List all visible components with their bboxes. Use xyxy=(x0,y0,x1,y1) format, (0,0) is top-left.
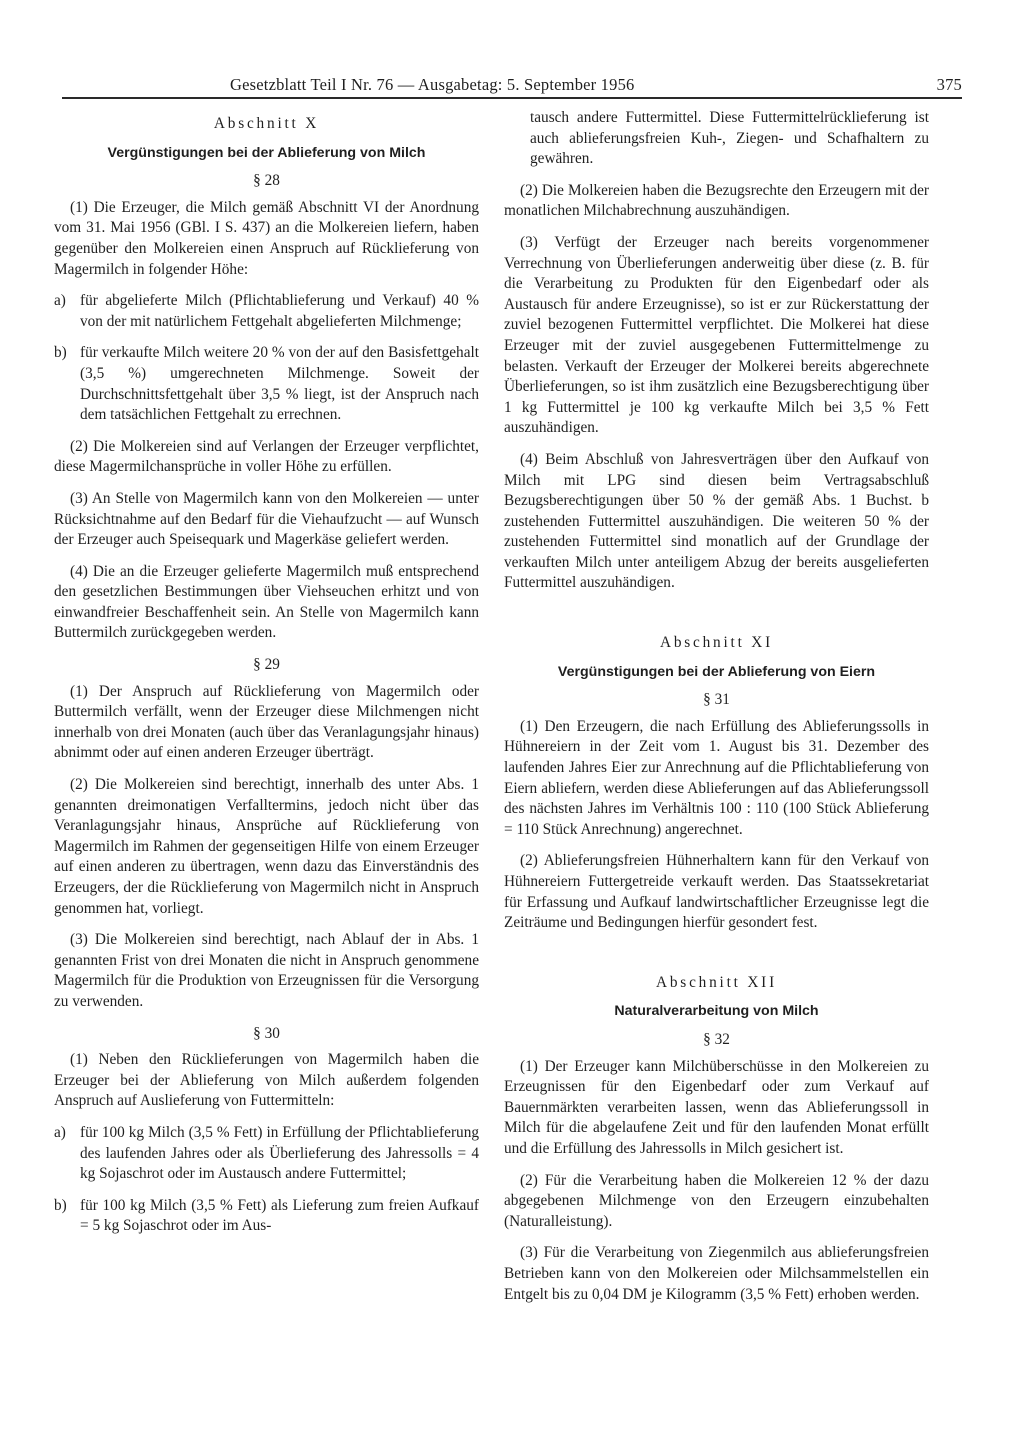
page-header xyxy=(62,75,962,99)
header-rule xyxy=(62,97,962,99)
section-xii-title: Abschnitt XII xyxy=(656,973,777,991)
item-text: für 100 kg Milch (3,5 % Fett) als Lieferung zum freien Aufkauf = 5 kg Sojaschrot oder im Aus- xyxy=(80,1196,479,1235)
section-xii-subtitle: Naturalverarbeitung von Milch xyxy=(614,1003,819,1020)
item-label: a) xyxy=(54,292,66,310)
section-xi-title: Abschnitt XI xyxy=(659,634,774,652)
p30-3: (3) Verfügt der Erzeuger nach bereits vorgenommener Verrechnung von Überlieferungen anderweitig über diese (z. B. für die Verarbeitung zu Produkten für den Eigenbedarf oder als Austausch für andere Erzeugnisse), so ist er zur Rückerstattung der zuviel bezogenen Futtermittel verpflichtet. Die Molkerei hat diese Erzeuger mit der zuviel ausgegebenen Futtermittelmenge zu belasten. Verkauft der Erzeuger der Molkerei bereits abgerechnete Überlieferungen, so ist ihm zusätzlich eine Bezugsberechtigung über 1 kg Futtermittel je 100 kg verkaufte Milch bei 3,5 % Fett auszuhändigen. xyxy=(504,233,929,437)
paragraph-30-mark: § 30 xyxy=(253,1024,280,1042)
p29-3: (3) Die Molkereien sind berechtigt, nach Ablauf der in Abs. 1 genannten Frist von drei Monaten die nicht in Anspruch genommene Magermilch für die Produktion von Erzeugnissen für die Versorgung zu verwenden. xyxy=(54,931,479,1010)
p32-3: (3) Für die Verarbeitung von Ziegenmilch aus ablieferungsfreien Betrieben kann von den Molkereien oder Milchsammelstellen ein Entgelt bis zu 0,04 DM je Kilogramm (3,5 % Fett) erhoben werden. xyxy=(504,1244,929,1303)
p30-1-intro: (1) Neben den Rücklieferungen von Magermilch haben die Erzeuger bei der Ablieferung von Milch außerdem folgenden Anspruch auf Auslieferung von Futtermitteln: xyxy=(54,1051,479,1110)
p30-2: (2) Die Molkereien haben die Bezugsrechte den Erzeugern mit der monatlichen Milchabrechnung auszuhändigen. xyxy=(504,181,929,220)
page-number: 375 xyxy=(936,75,962,94)
p32-1: (1) Der Erzeuger kann Milchüberschüsse in den Molkereien zu Erzeugnissen für den Eigenbedarf oder zum Verkauf auf Bauernmärkten verarbeiten lassen, wenn das Ablieferungssoll in Milch für die abgelaufene Zeit und für den laufenden Monat erfüllt und die Erfüllung des Jahressolls in Milch gesichert ist. xyxy=(504,1057,929,1157)
p29-2: (2) Die Molkereien sind berechtigt, innerhalb des unter Abs. 1 genannten dreimonatigen Verfalltermins, jedoch nicht über das Veranlagungsjahr hinaus, Ansprüche auf Rücklieferung von Magermilch im Rahmen der gegenseitigen Hilfe von einem Erzeuger auf einen anderen zu übertragen, wenn dazu das Einverständnis des Erzeugers, der die Rücklieferung von Magermilch nicht in Anspruch genommen hat, vorliegt. xyxy=(54,776,479,917)
p32-2: (2) Für die Verarbeitung haben die Molkereien 12 % der dazu abgegebenen Milchmenge von den Erzeugern einzubehalten (Naturalleistung). xyxy=(504,1171,929,1230)
section-xi-subtitle: Vergünstigungen bei der Ablieferung von Eiern xyxy=(557,663,876,680)
p28-1-intro: (1) Die Erzeuger, die Milch gemäß Abschnitt VI der Anordnung vom 31. Mai 1956 (GBl. I S. 437) an die Molkereien liefern, haben gegenüber den Molkereien einen Anspruch auf Rücklieferung von Magermilch in folgender Höhe: xyxy=(54,198,479,278)
paragraph-29-mark: § 29 xyxy=(253,656,280,674)
item-label: b) xyxy=(54,1196,67,1214)
p28-4: (4) Die an die Erzeuger gelieferte Magermilch muß entsprechend den gesetzlichen Bestimmungen über Viehseuchen erhitzt und von einwandfreier Beschaffenheit sein. An Stelle von Magermilch kann Buttermilch zurückgegeben werden. xyxy=(54,562,479,642)
item-text: tausch andere Futtermittel. Diese Futtermittelrücklieferung ist auch ablieferungsfreien Kuh-, Ziegen- und Schafhaltern zu gewähren. xyxy=(530,109,929,168)
paragraph-31-mark: § 31 xyxy=(703,691,730,709)
p31-2: (2) Ablieferungsfreien Hühnerhaltern kann für den Verkauf von Hühnereiern Futtergetreide verkauft werden. Das Staatssekretariat für Erfassung und Aufkauf landwirtschaftlicher Erzeugnisse legt die Zeiträume und Bedingungen hierfür gesondert fest. xyxy=(504,852,929,932)
p29-1: (1) Der Anspruch auf Rücklieferung von Magermilch oder Buttermilch verfällt, wenn der Erzeuger diese Milchmengen nicht innerhalb von drei Monaten (auch über das Veranlagungsjahr hinaus) abnimmt oder auf einen anderen Erzeuger überträgt. xyxy=(54,682,479,762)
section-x-subtitle: Vergünstigungen bei der Ablieferung von Milch xyxy=(107,144,426,161)
p30-4: (4) Beim Abschluß von Jahresverträgen über den Aufkauf von Milch mit LPG sind diesen beim Vertragsabschluß Bezugsberechtigungen über 50 % der gemäß Abs. 1 Buchst. b zustehenden Futtermittel auszuhändigen. Die weiteren 50 % der zustehenden Futtermittel sind monatlich auf der Grundlage der verkauften Milch unter anteiligem Abzug der bereits ausgelieferten Futtermittel auszuhändigen. xyxy=(504,450,929,592)
left-column xyxy=(54,108,479,1248)
item-text: für 100 kg Milch (3,5 % Fett) in Erfüllung der Pflichtablieferung des laufenden Jahres oder als Überlieferung des Jahressolls = 4 kg Sojaschrot oder im Austausch andere Futtermittel; xyxy=(80,1123,479,1183)
paragraph-32-mark: § 32 xyxy=(703,1030,730,1048)
p30-1-item-b xyxy=(54,1196,479,1237)
item-text: für verkaufte Milch weitere 20 % von der auf den Basisfettgehalt (3,5 %) umgerechneten Milchmenge. Soweit der Durchschnittsfettgehalt über 3,5 % liegt, ist der Anspruch nach dem tatsächlichen Fettgehalt zu errechnen. xyxy=(80,344,479,424)
p28-1-item-a xyxy=(54,291,479,332)
section-x-title: Abschnitt X xyxy=(213,115,320,132)
right-column xyxy=(504,108,929,1316)
gazette-header-title: Gesetzblatt Teil I Nr. 76 — Ausgabetag: 5. September 1956 xyxy=(230,75,635,94)
p28-1-item-b xyxy=(54,343,479,425)
paragraph-28-mark: § 28 xyxy=(253,172,280,190)
p28-2: (2) Die Molkereien sind auf Verlangen der Erzeuger verpflichtet, diese Magermilchansprüche in voller Höhe zu erfüllen. xyxy=(54,437,479,476)
item-text: für abgelieferte Milch (Pflichtablieferung und Verkauf) 40 % von der mit natürlichem Fettgehalt abgelieferten Milchmenge; xyxy=(80,292,479,330)
p31-1: (1) Den Erzeugern, die nach Erfüllung des Ablieferungssolls in Hühnereiern in der Zeit vom 1. August bis 31. Dezember des laufenden Jahres Eier zur Anrechnung auf die Pflichtablieferung von Eiern abliefern, werden diese Ablieferungen auf das Ablieferungssoll des nächsten Jahres im Verhältnis 100 : 110 (100 Stück Ablieferung = 110 Stück Anrechnung) angerechnet. xyxy=(504,717,929,838)
item-label: a) xyxy=(54,1123,66,1141)
p30-1-item-b-continued xyxy=(504,108,929,170)
p28-3: (3) An Stelle von Magermilch kann von den Molkereien — unter Rücksichtnahme auf den Bedarf für die Viehaufzucht — auf Wunsch der Erzeuger auch Speisequark und Magerkäse geliefert werden. xyxy=(54,489,479,549)
p30-1-item-a xyxy=(54,1123,479,1185)
item-label: b) xyxy=(54,344,67,362)
